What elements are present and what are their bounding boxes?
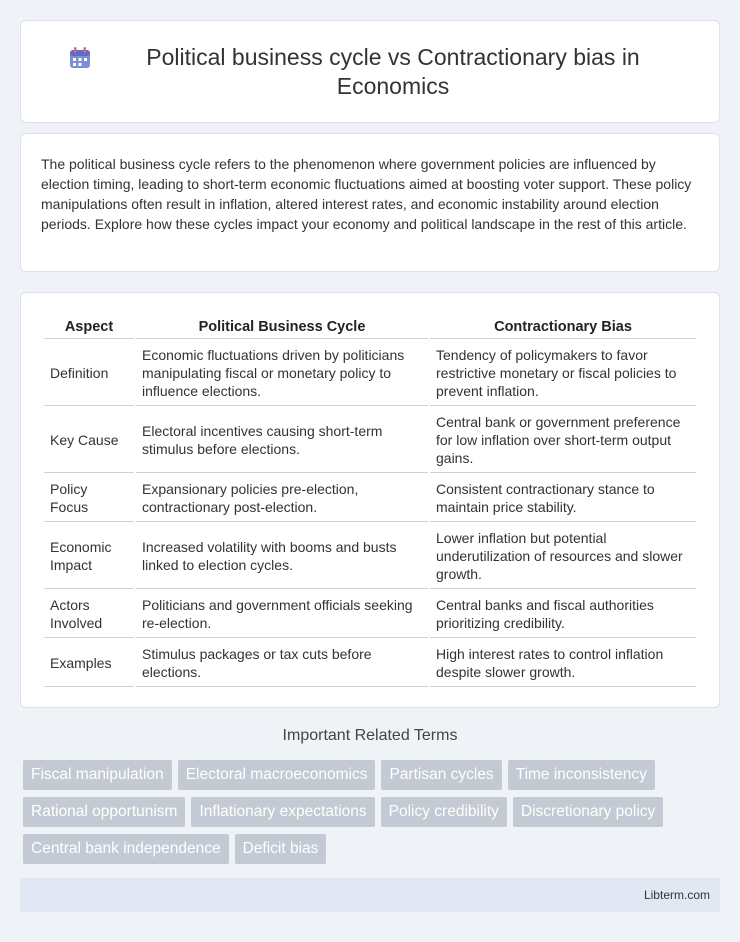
table-cell: Examples <box>44 640 134 687</box>
related-terms-list <box>23 760 723 871</box>
table-cell: Economic Impact <box>44 524 134 589</box>
related-term-tag[interactable]: Partisan cycles <box>381 760 501 790</box>
related-term-tag[interactable]: Policy credibility <box>381 797 507 827</box>
table-cell: Expansionary policies pre-election, contractionary post-election. <box>136 475 428 522</box>
table-cell: Stimulus packages or tax cuts before elections. <box>136 640 428 687</box>
intro-text: The political business cycle refers to the phenomenon where government policies are influenced by election timing, leading to short-term economic fluctuations aimed at boosting voter support. These policy manipulations often result in inflation, altered interest rates, and economic instability around election periods. Explore how these cycles impact your economy and political landscape in the rest of this article. <box>41 156 692 232</box>
footer-site-link[interactable]: Libterm.com <box>643 888 710 902</box>
comparison-table-card <box>20 292 720 708</box>
table-cell: Politicians and government officials seeking re-election. <box>136 591 428 638</box>
table-cell: Key Cause <box>44 408 134 473</box>
comparison-table <box>42 313 698 689</box>
page-title: Political business cycle vs Contractionary bias in Economics <box>146 43 640 99</box>
table-row <box>44 408 696 473</box>
related-term-tag[interactable]: Deficit bias <box>235 834 327 864</box>
table-row <box>44 640 696 687</box>
table-header-row <box>44 315 696 339</box>
table-cell: Consistent contractionary stance to maintain price stability. <box>430 475 696 522</box>
table-cell: Electoral incentives causing short-term stimulus before elections. <box>136 408 428 473</box>
related-terms-title: Important Related Terms <box>282 727 458 744</box>
table-cell: Actors Involved <box>44 591 134 638</box>
related-term-tag[interactable]: Time inconsistency <box>508 760 655 790</box>
table-cell: Definition <box>44 341 134 406</box>
table-row <box>44 341 696 406</box>
calendar-icon <box>67 45 93 71</box>
related-term-tag[interactable]: Electoral macroeconomics <box>178 760 376 790</box>
related-term-tag[interactable]: Rational opportunism <box>23 797 185 827</box>
column-header: Aspect <box>44 315 134 339</box>
intro-card <box>20 133 720 272</box>
title-card <box>20 20 720 123</box>
column-header: Contractionary Bias <box>430 315 696 339</box>
column-header: Political Business Cycle <box>136 315 428 339</box>
table-cell: Economic fluctuations driven by politicians manipulating fiscal or monetary policy to influence elections. <box>136 341 428 406</box>
table-cell: High interest rates to control inflation despite slower growth. <box>430 640 696 687</box>
table-row <box>44 524 696 589</box>
footer <box>20 878 720 912</box>
related-term-tag[interactable]: Fiscal manipulation <box>23 760 172 790</box>
table-cell: Tendency of policymakers to favor restrictive monetary or fiscal policies to prevent inflation. <box>430 341 696 406</box>
table-cell: Policy Focus <box>44 475 134 522</box>
table-cell: Central banks and fiscal authorities prioritizing credibility. <box>430 591 696 638</box>
table-cell: Lower inflation but potential underutilization of resources and slower growth. <box>430 524 696 589</box>
table-cell: Increased volatility with booms and busts linked to election cycles. <box>136 524 428 589</box>
table-cell: Central bank or government preference for low inflation over short-term output gains. <box>430 408 696 473</box>
table-row <box>44 475 696 522</box>
related-term-tag[interactable]: Central bank independence <box>23 834 229 864</box>
related-term-tag[interactable]: Discretionary policy <box>513 797 663 827</box>
table-row <box>44 591 696 638</box>
related-term-tag[interactable]: Inflationary expectations <box>191 797 374 827</box>
